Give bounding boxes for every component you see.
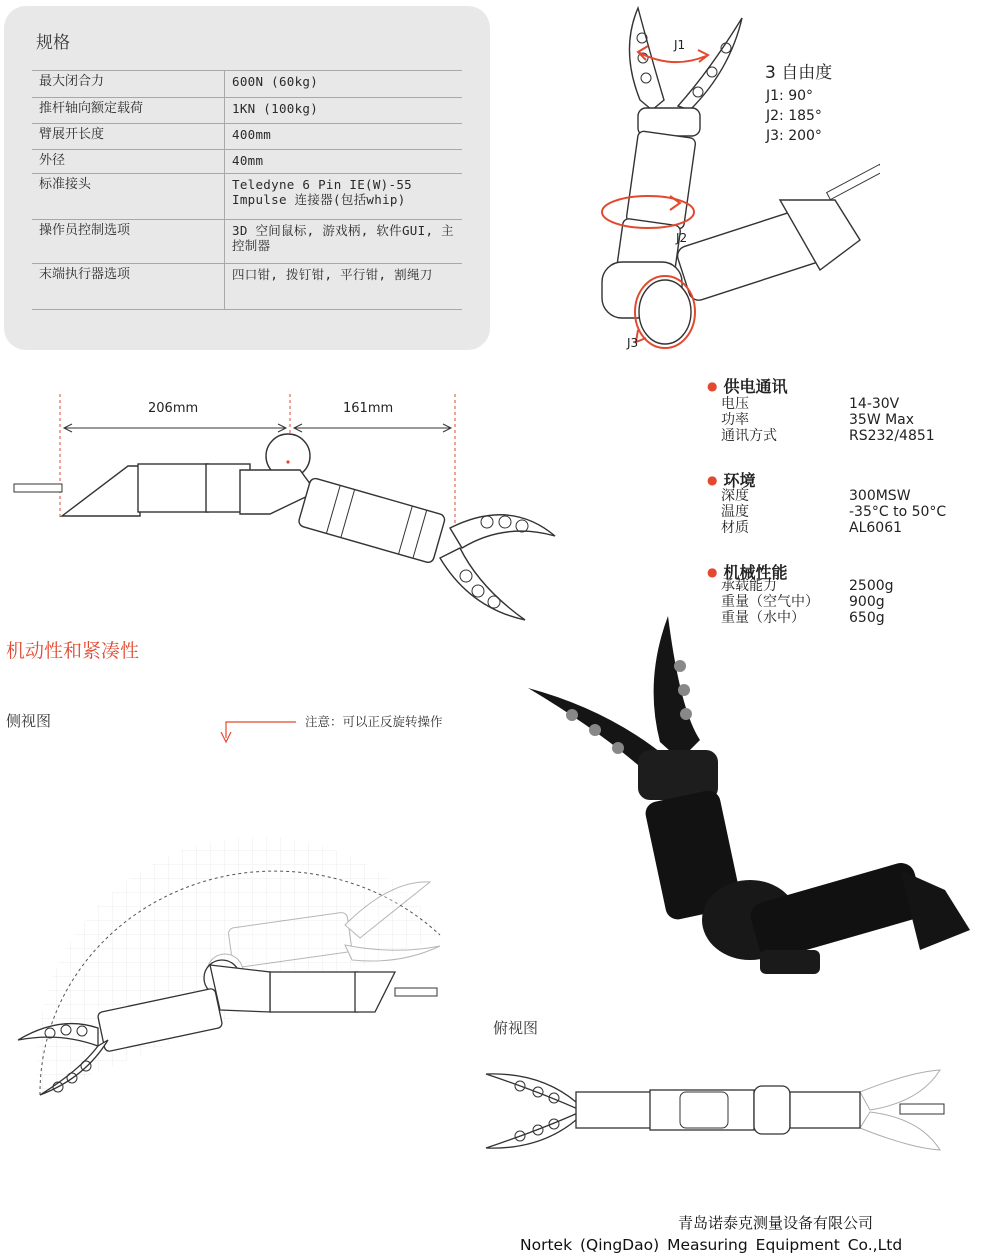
company-name-en: Nortek (QingDao) Measuring Equipment Co.,Ltd (520, 1236, 903, 1254)
mech-key: 重量（空气中） (721, 594, 819, 610)
spec-value: Teledyne 6 Pin IE(W)-55 Impulse 连接器(包括whip) (225, 174, 463, 220)
section-title-power: ● 供电通讯 (707, 377, 788, 396)
spec-row (32, 150, 462, 174)
spec-row (32, 124, 462, 150)
section-title-environment: ● 环境 (707, 471, 756, 490)
bullet-dot-icon: ● (707, 473, 718, 487)
env-key: 温度 (721, 504, 749, 520)
bullet-dot-icon: ● (707, 565, 718, 579)
power-value: RS232/4851 (849, 428, 935, 444)
spec-row (32, 174, 462, 220)
top-view-drawing (480, 1062, 960, 1162)
spec-label: 最大闭合力 (32, 71, 225, 98)
arm-joints-illustration (580, 0, 880, 360)
dimension-right: 161mm (343, 401, 394, 416)
env-key: 深度 (721, 488, 749, 504)
spec-value: 40mm (225, 150, 463, 174)
mobility-title: 机动性和紧凑性 (6, 640, 140, 662)
mech-key: 承载能力 (721, 578, 777, 594)
section-title-mechanical: ● 机械性能 (707, 563, 788, 582)
dimension-drawing (0, 388, 560, 628)
dimension-left: 206mm (148, 401, 199, 416)
spec-title: 规格 (36, 33, 70, 53)
top-view-title: 俯视图 (493, 1019, 539, 1037)
side-view-title: 侧视图 (6, 712, 52, 730)
spec-label: 推杆轴向额定载荷 (32, 98, 225, 124)
mech-value: 650g (849, 610, 885, 626)
spec-value: 四口钳, 拨钉钳, 平行钳, 割绳刀 (225, 264, 463, 310)
power-key: 电压 (721, 396, 749, 412)
spec-value: 400mm (225, 124, 463, 150)
spec-label: 外径 (32, 150, 225, 174)
product-photo (520, 610, 980, 1000)
spec-row (32, 264, 462, 310)
rotation-note: 注意：可以正反旋转操作 (305, 714, 443, 729)
power-value: 35W Max (849, 412, 915, 428)
spec-value: 3D 空间鼠标, 游戏柄, 软件GUI, 主控制器 (225, 220, 463, 264)
spec-row (32, 220, 462, 264)
mech-value: 2500g (849, 578, 894, 594)
company-name-cn: 青岛诺泰克测量设备有限公司 (678, 1214, 874, 1232)
power-key: 功率 (721, 412, 749, 428)
env-key: 材质 (721, 520, 749, 536)
spec-table (32, 70, 462, 310)
spec-value: 1KN (100kg) (225, 98, 463, 124)
spec-label: 操作员控制选项 (32, 220, 225, 264)
spec-value: 600N (60kg) (225, 71, 463, 98)
dof-line-j1: J1: 90° (766, 88, 814, 104)
joint-label-j2: J2 (676, 231, 688, 245)
env-value: AL6061 (849, 520, 903, 536)
mech-value: 900g (849, 594, 885, 610)
dof-title: 3 自由度 (765, 63, 833, 83)
spec-label: 标准接头 (32, 174, 225, 220)
mech-key: 重量（水中） (721, 610, 805, 626)
env-value: 300MSW (849, 488, 911, 504)
side-view-drawing (0, 710, 460, 1110)
env-value: -35°C to 50°C (849, 504, 947, 520)
spec-row (32, 98, 462, 124)
bullet-dot-icon: ● (707, 379, 718, 393)
dof-line-j3: J3: 200° (766, 128, 822, 144)
power-value: 14-30V (849, 396, 900, 412)
spec-row (32, 71, 462, 98)
spec-label: 臂展开长度 (32, 124, 225, 150)
joint-label-j3: J3 (627, 336, 639, 350)
power-key: 通讯方式 (721, 428, 777, 444)
joint-label-j1: J1 (674, 38, 686, 52)
dof-line-j2: J2: 185° (766, 108, 822, 124)
spec-label: 末端执行器选项 (32, 264, 225, 310)
